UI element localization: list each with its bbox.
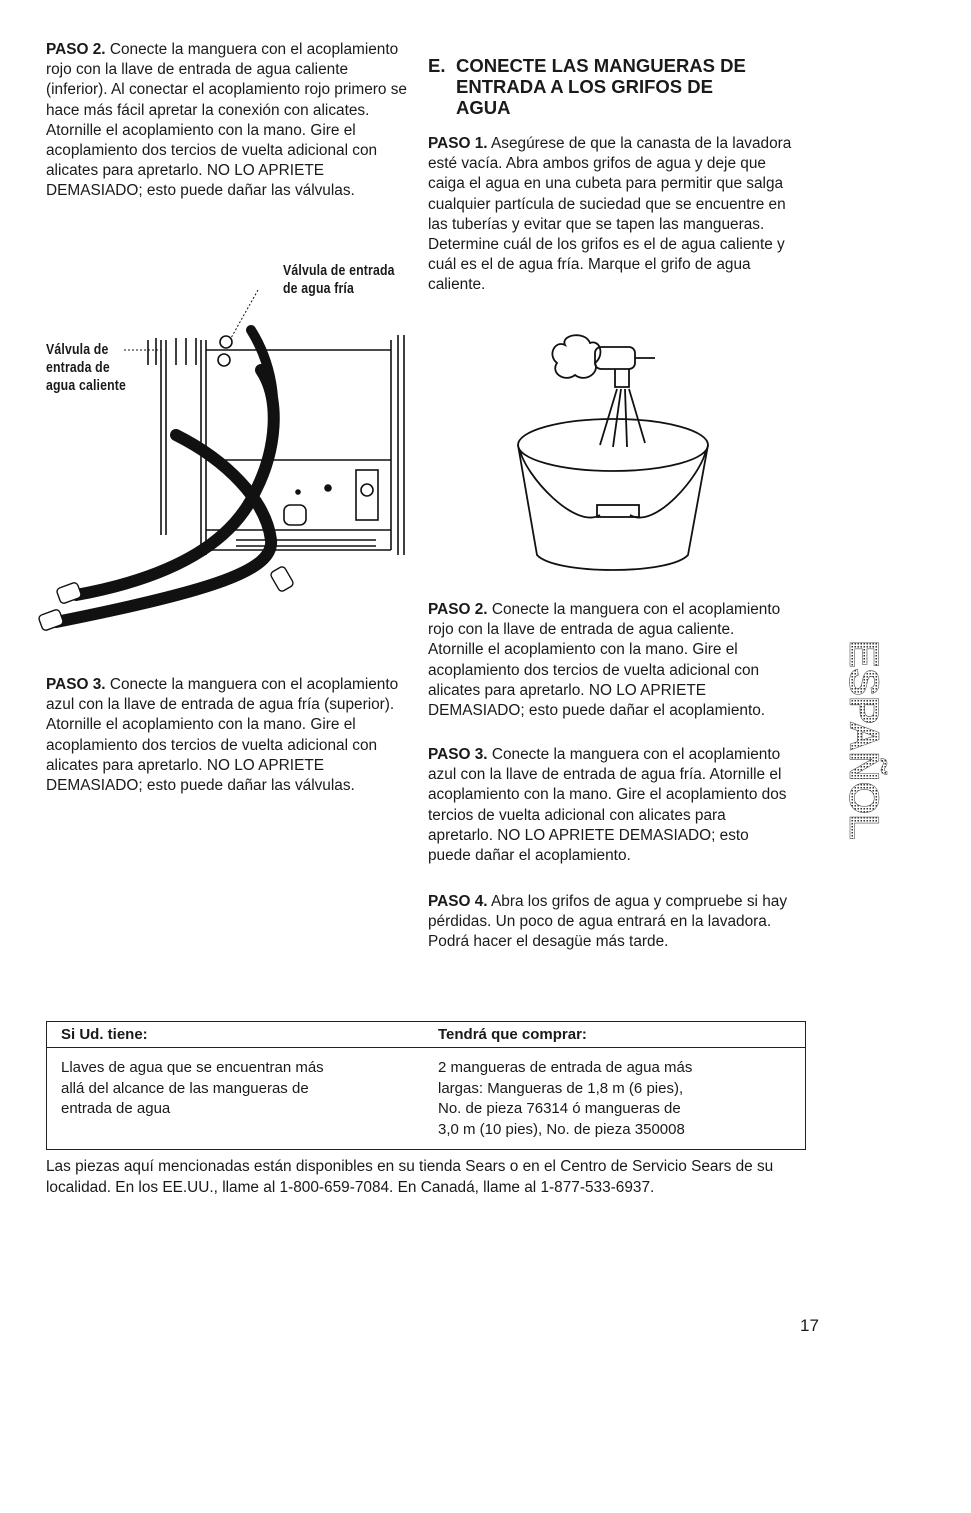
table-have-line1: Llaves de agua que se encuentran más: [61, 1059, 324, 1076]
right-paso1-text: Asegúrese de que la canasta de la lavadora esté vacía. Abra ambos grifos de agua y deje que caiga el agua en una cubeta para permitir que salga cualquier partícula de suciedad que se encuentre en las tuberías y evitar que se tapen las mangueras. Determine cuál de los grifos es el de agua caliente y cuál es el de agua fría. Marque el grifo de agua caliente.: [428, 135, 792, 294]
left-paso2-text: Conecte la manguera con el acoplamiento rojo con la llave de entrada de agua caliente (inferior). Al conectar el acoplamiento rojo primero se hace más fácil apretar la conexión con alicates. Atornille el acoplamiento con la mano. Gire el acoplamiento dos tercios de vuelta adicional con alicates para apretarlo. NO LO APRIETE DEMASIADO; esto puede dañar las válvulas.: [46, 41, 407, 200]
left-paso3-label: PASO 3.: [46, 676, 106, 693]
hot-valve-label-line3: agua caliente: [46, 377, 127, 394]
left-paso3-paragraph: [46, 675, 408, 796]
table-have-line3: entrada de agua: [61, 1100, 171, 1117]
table-header-buy: Tendrá que comprar:: [438, 1026, 587, 1043]
right-paso3-paragraph: [428, 745, 790, 866]
right-paso1-paragraph: [428, 134, 793, 296]
right-paso1-label: PASO 1.: [428, 135, 488, 152]
section-heading-letter: E.: [428, 55, 446, 76]
parts-table-header: [47, 1022, 805, 1048]
right-paso2-label: PASO 2.: [428, 601, 488, 618]
table-buy-line1: 2 mangueras de entrada de agua más: [438, 1059, 693, 1076]
table-cell-have: [61, 1058, 421, 1120]
table-buy-line3: No. de pieza 76314 ó mangueras de: [438, 1100, 681, 1117]
right-paso2-text: Conecte la manguera con el acoplamiento rojo con la llave de entrada de agua caliente. Atornille el acoplamiento con la mano. Gire el acoplamiento dos tercios de vuelta adicional con alicates para apretarlo. NO LO APRIETE DEMASIADO; esto puede dañar el acoplamiento.: [428, 601, 781, 720]
cold-valve-label-line1: Válvula de entrada: [283, 262, 395, 279]
cold-valve-label-line2: de agua fría: [283, 280, 355, 297]
table-buy-line4: 3,0 m (10 pies), No. de pieza 350008: [438, 1120, 685, 1138]
left-paso3-text: Conecte la manguera con el acoplamiento azul con la llave de entrada de agua fría (superior). Atornille el acoplamiento con la mano. Gire el acoplamiento dos tercios de vuelta adicional con alicates para apretarlo. NO LO APRIETE DEMASIADO; esto puede dañar las válvulas.: [46, 676, 399, 795]
side-tab-text: ESPAÑOL: [841, 640, 888, 840]
table-header-have: Si Ud. tiene:: [61, 1026, 148, 1043]
table-cell-buy: [438, 1058, 788, 1140]
right-paso2-paragraph: [428, 600, 790, 721]
section-heading: [428, 55, 848, 118]
right-paso4-label: PASO 4.: [428, 893, 488, 910]
cold-valve-label: [283, 262, 395, 298]
left-paso2-paragraph: [46, 40, 411, 202]
table-buy-line2: largas: Mangueras de 1,8 m (6 pies),: [438, 1079, 684, 1097]
hot-valve-label-line2: entrada de: [46, 359, 110, 376]
hot-valve-label: [46, 341, 126, 395]
right-paso3-text: Conecte la manguera con el acoplamiento azul con la llave de entrada de agua fría. Atornille el acoplamiento con la mano. Gire el acoplamiento dos tercios de vuelta adicional con alicates para apretarlo. NO LO APRIETE DEMASIADO; esto puede dañar el acoplamiento.: [428, 746, 787, 865]
section-heading-line3: AGUA: [456, 97, 511, 118]
hot-valve-label-line1: Válvula de: [46, 341, 109, 358]
right-paso4-paragraph: [428, 892, 790, 953]
parts-table: [46, 1021, 806, 1150]
page-number: 17: [800, 1316, 819, 1335]
side-tab-espanol: [808, 632, 888, 862]
table-have-line2: allá del alcance de las mangueras de: [61, 1079, 309, 1097]
left-paso2-label: PASO 2.: [46, 41, 106, 58]
section-heading-line1: CONECTE LAS MANGUERAS DE: [456, 55, 746, 76]
footer-note: Las piezas aquí mencionadas están disponibles en su tienda Sears o en el Centro de Servicio Sears de su localidad. En los EE.UU., llame al 1-800-659-7084. En Canadá, llame al 1-877-533-6937.: [46, 1158, 774, 1196]
faucet-bucket-illustration: [505, 325, 720, 580]
section-heading-line2: ENTRADA A LOS GRIFOS DE: [456, 76, 713, 97]
right-paso4-text: Abra los grifos de agua y compruebe si hay pérdidas. Un poco de agua entrará en la lavadora. Podrá hacer el desagüe más tarde.: [428, 893, 788, 951]
right-paso3-label: PASO 3.: [428, 746, 488, 763]
washer-hoses-illustration: [36, 250, 426, 650]
